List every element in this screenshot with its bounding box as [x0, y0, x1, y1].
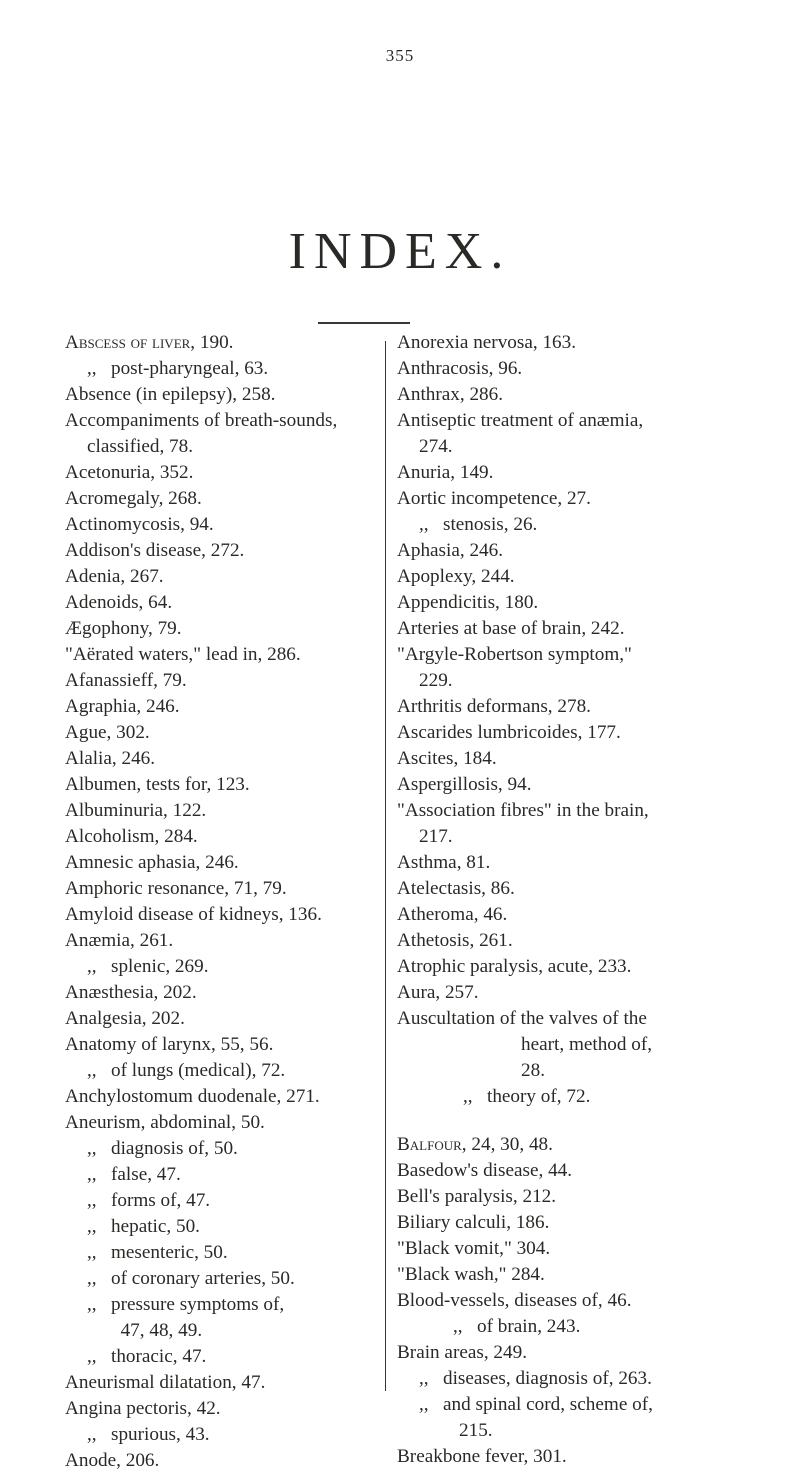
index-entry: Aortic incompetence, 27. [397, 488, 591, 509]
index-entry: Appendicitis, 180. [397, 592, 539, 613]
index-entry: ,, diagnosis of, 50. [87, 1138, 238, 1159]
index-entry: ,, pressure symptoms of, [87, 1294, 285, 1315]
index-entry: Abscess of liver, 190. [65, 332, 234, 353]
index-entry: Brain areas, 249. [397, 1342, 528, 1363]
index-column-left [65, 330, 380, 1474]
index-entry: Blood-vessels, diseases of, 46. [397, 1290, 632, 1311]
index-entry: ,, splenic, 269. [87, 956, 209, 977]
index-entry: ,, false, 47. [87, 1164, 181, 1185]
index-entry: Aspergillosis, 94. [397, 774, 532, 795]
index-entry: Athetosis, 261. [397, 930, 513, 951]
index-entry: Anode, 206. [65, 1450, 160, 1471]
index-entry: Atheroma, 46. [397, 904, 508, 925]
index-entry: Absence (in epilepsy), 258. [65, 384, 276, 405]
index-column-right [397, 330, 735, 1470]
index-entry: Atrophic paralysis, acute, 233. [397, 956, 632, 977]
index-entry: Afanassieff, 79. [65, 670, 187, 691]
index-entry: ,, post-pharyngeal, 63. [87, 358, 269, 379]
index-entry: Anorexia nervosa, 163. [397, 332, 577, 353]
index-entry: 229. [419, 670, 453, 691]
index-entry: "Aërated waters," lead in, 286. [65, 644, 301, 665]
index-entry: 274. [419, 436, 453, 457]
index-entry: Angina pectoris, 42. [65, 1398, 221, 1419]
index-entry: Apoplexy, 244. [397, 566, 515, 587]
index-entry: Arthritis deformans, 278. [397, 696, 591, 717]
title-rule [318, 322, 410, 324]
index-entry: Basedow's disease, 44. [397, 1160, 573, 1181]
index-entry: Aura, 257. [397, 982, 479, 1003]
index-entry: Anæsthesia, 202. [65, 982, 197, 1003]
index-entry: 215. [459, 1420, 493, 1441]
index-entry: ,, stenosis, 26. [419, 514, 538, 535]
index-entry: 217. [419, 826, 453, 847]
index-entry: Anuria, 149. [397, 462, 494, 483]
index-entry: Bell's paralysis, 212. [397, 1186, 557, 1207]
index-entry: Ægophony, 79. [65, 618, 182, 639]
index-entry: ,, hepatic, 50. [87, 1216, 200, 1237]
index-entry: 47, 48, 49. [87, 1320, 203, 1341]
index-entry: Asthma, 81. [397, 852, 491, 873]
index-entry: ,, diseases, diagnosis of, 263. [419, 1368, 652, 1389]
index-entry: "Black vomit," 304. [397, 1238, 551, 1259]
index-entry: classified, 78. [87, 436, 194, 457]
index-entry: Breakbone fever, 301. [397, 1446, 567, 1467]
index-entry: Aphasia, 246. [397, 540, 504, 561]
index-entry: Anatomy of larynx, 55, 56. [65, 1034, 274, 1055]
index-entry: Anæmia, 261. [65, 930, 174, 951]
index-entry: Amnesic aphasia, 246. [65, 852, 239, 873]
index-entry: Acetonuria, 352. [65, 462, 194, 483]
index-entry: Aneurism, abdominal, 50. [65, 1112, 265, 1133]
index-entry: Amyloid disease of kidneys, 136. [65, 904, 322, 925]
index-entry: Anthracosis, 96. [397, 358, 523, 379]
index-entry: 28. [521, 1060, 545, 1081]
index-entry: Amphoric resonance, 71, 79. [65, 878, 287, 899]
index-entry: "Association fibres" in the brain, [397, 800, 649, 821]
index-entry: Albumen, tests for, 123. [65, 774, 250, 795]
index-entry: Ascarides lumbricoides, 177. [397, 722, 621, 743]
index-entry: ,, of lungs (medical), 72. [87, 1060, 286, 1081]
index-entry: ,, of coronary arteries, 50. [87, 1268, 295, 1289]
index-entry: Aneurismal dilatation, 47. [65, 1372, 266, 1393]
index-entry: ,, theory of, 72. [463, 1086, 591, 1107]
index-entry: ,, and spinal cord, scheme of, [419, 1394, 653, 1415]
index-entry: Albuminuria, 122. [65, 800, 207, 821]
index-entry: Agraphia, 246. [65, 696, 180, 717]
index-entry: Acromegaly, 268. [65, 488, 202, 509]
index-entry: Adenoids, 64. [65, 592, 173, 613]
index-entry: Anthrax, 286. [397, 384, 504, 405]
index-entry: ,, of brain, 243. [453, 1316, 581, 1337]
index-entry: heart, method of, [521, 1034, 653, 1055]
index-entry: Adenia, 267. [65, 566, 164, 587]
column-divider [385, 341, 386, 1391]
index-entry: Alcoholism, 284. [65, 826, 198, 847]
index-entry: Atelectasis, 86. [397, 878, 515, 899]
index-entry: ,, forms of, 47. [87, 1190, 211, 1211]
index-entry: Arteries at base of brain, 242. [397, 618, 625, 639]
index-entry: Antiseptic treatment of anæmia, [397, 410, 644, 431]
index-entry: Auscultation of the valves of the [397, 1008, 647, 1029]
page-number: 355 [385, 46, 415, 65]
index-entry: Biliary calculi, 186. [397, 1212, 550, 1233]
index-entry: ,, thoracic, 47. [87, 1346, 207, 1367]
index-entry: Accompaniments of breath-sounds, [65, 410, 338, 431]
index-entry: Ague, 302. [65, 722, 150, 743]
index-entry: "Argyle-Robertson symptom," [397, 644, 632, 665]
page-title: INDEX. [288, 223, 512, 280]
index-entry: Addison's disease, 272. [65, 540, 245, 561]
index-entry: Alalia, 246. [65, 748, 156, 769]
index-entry: Balfour, 24, 30, 48. [397, 1134, 553, 1155]
index-entry: "Black wash," 284. [397, 1264, 545, 1285]
index-entry: Anchylostomum duodenale, 271. [65, 1086, 320, 1107]
index-entry: Actinomycosis, 94. [65, 514, 214, 535]
index-entry: ,, mesenteric, 50. [87, 1242, 228, 1263]
index-entry: ,, spurious, 43. [87, 1424, 210, 1445]
index-entry: Analgesia, 202. [65, 1008, 185, 1029]
index-entry: Ascites, 184. [397, 748, 497, 769]
